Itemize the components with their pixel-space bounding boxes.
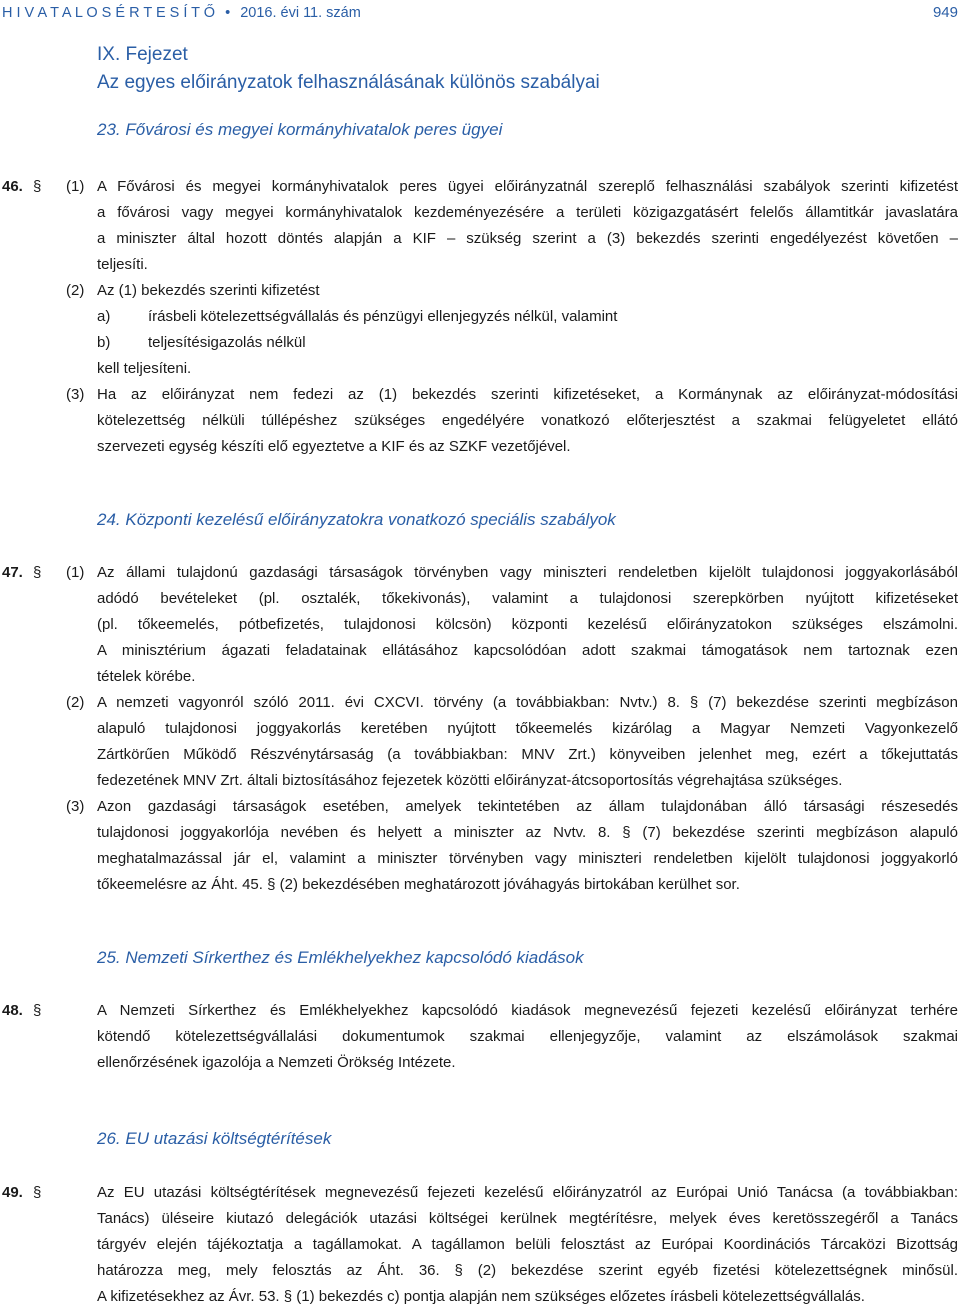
point-text: teljesítésigazolás nélkül: [148, 334, 306, 351]
text-line: fedezetének MNV Zrt. általi biztosításához fejezetek közötti előirányzat-átcsoportosítás végrehajtása szükséges.: [97, 772, 843, 789]
text-line: tárgyév elején tájékoztatja a tagállamokat. A tagállamon belüli felosztást az Európai Koordinációs Tárcaközi Bizottság: [97, 1236, 958, 1253]
text-line: Azon gazdasági társaságok esetében, amelyek tekintetében az állam tulajdonában álló társasági részesedés: [97, 798, 958, 815]
section-title-26: 26. EU utazási költségtérítések: [97, 1129, 332, 1148]
text-line: (pl. tőkeemelés, pótbefizetés, tulajdonosi kölcsön) központi kezelésű előirányzatokon szükséges elszámolni.: [97, 616, 958, 633]
section-sign: §: [33, 564, 42, 581]
text-line: Az állami tulajdonú gazdasági társaságok törvényben vagy miniszteri rendeletben kijelölt tulajdonosi joggyakorlásából: [97, 564, 958, 581]
text-line: a fővárosi vagy megyei kormányhivatalok kezdeményezésére a területi közigazgatásért felelős államtitkár javaslatára: [97, 204, 958, 221]
text-line: teljesíti.: [97, 256, 148, 273]
text-line: tőkeemelésre az Áht. 45. § (2) bekezdésében meghatározott jóváhagyás birtokában kerülhet sor.: [97, 876, 740, 893]
text-line: Zártkörűen Működő Részvénytársaság (a továbbiakban: MNV Zrt.) könyveiben jelenhet meg, ezért a tőkejuttatás: [97, 746, 958, 763]
text-line: A minisztérium ágazati feladatainak ellátásához kapcsolódóan adott szakmai támogatások nem tartoznak ezen: [97, 642, 958, 659]
section-sign: §: [33, 178, 42, 195]
page-header: [0, 0, 960, 28]
text-line: Az (1) bekezdés szerinti kifizetést: [97, 282, 320, 299]
paragraph-47: [0, 560, 960, 898]
text-line: kell teljesíteni.: [97, 360, 192, 377]
section-title-25: 25. Nemzeti Sírkerthez és Emlékhelyekhez kapcsolódó kiadások: [97, 948, 584, 967]
text-line: adódó bevételeket (pl. osztalék, tőkekivonás), valamint a tulajdonosi szerepkörben nyújtott kifizetéseket: [97, 590, 958, 607]
point-letter: b): [97, 334, 111, 351]
section-title-24: 24. Központi kezelésű előirányzatokra vonatkozó speciális szabályok: [97, 510, 616, 529]
subsection-number: (1): [66, 178, 85, 195]
subsection-number: (3): [66, 386, 85, 403]
text-line: tulajdonosi joggyakorlója nevében és helyett a miniszter az Nvtv. 8. § (7) bekezdése szerinti megbízáson alapuló: [97, 824, 958, 841]
section-title-23: 23. Fővárosi és megyei kormányhivatalok peres ügyei: [97, 120, 503, 139]
subsection-number: (3): [66, 798, 85, 815]
subsection-number: (2): [66, 694, 85, 711]
text-line: tételek körébe.: [97, 668, 196, 685]
running-head: [2, 5, 361, 21]
section-sign: §: [33, 1002, 42, 1019]
paragraph-number: 46.: [2, 178, 23, 195]
text-line: alapuló tulajdonosi joggyakorlás keretében nyújtott tőkeemelés kizárólag a Magyar Nemzeti Vagyonkezelő: [97, 720, 958, 737]
subsection-number: (2): [66, 282, 85, 299]
paragraph-49: [0, 1180, 960, 1310]
text-line: határozza meg, mely felosztás az Áht. 36. § (2) bekezdése szerint egyéb fizetési kötelezettségnek minősül.: [97, 1262, 958, 1279]
paragraph-number: 48.: [2, 1002, 23, 1019]
chapter-number: IX. Fejezet: [97, 44, 188, 65]
section-sign: §: [33, 1184, 42, 1201]
text-line: A Fővárosi és megyei kormányhivatalok peres ügyei előirányzatnál szereplő felhasználási szabályok szerinti kifizetést: [97, 178, 958, 195]
text-line: Tanács) üléseire kiutazó delegációk utazási költségei kerülnek megtérítésre, melyek éves keretösszegéről a Tanács: [97, 1210, 958, 1227]
text-line: A nemzeti vagyonról szóló 2011. évi CXCVI. törvény (a továbbiakban: Nvtv.) 8. § (7) bekezdése szerinti megbízáson: [97, 694, 958, 711]
text-line: a miniszter által hozott döntés alapján a KIF – szükség szerint a (3) bekezdés szerinti engedélyezést követően –: [97, 230, 958, 247]
header-bullet: •: [225, 5, 231, 21]
chapter-title: Az egyes előirányzatok felhasználásának különös szabályai: [97, 72, 600, 93]
point-letter: a): [97, 308, 111, 325]
issue-label: 2016. évi 11. szám: [240, 5, 361, 21]
chapter-heading: [97, 41, 600, 97]
text-line: meghatalmazással jár el, valamint a miniszter törvényben vagy miniszteri rendeletben kijelölt tulajdonosi joggyakorló: [97, 850, 958, 867]
journal-name: H I V A T A L O S É R T E S Í T Ő: [2, 5, 216, 21]
text-line: kötendő kötelezettségvállalási dokumentumok szakmai ellenjegyzője, valamint az elszámolások szakmai: [97, 1028, 958, 1045]
text-line: Az EU utazási költségtérítések megnevezésű fejezeti kezelésű előirányzatról az Európai Unió Tanácsa (a továbbiakban:: [97, 1184, 958, 1201]
paragraph-number: 49.: [2, 1184, 23, 1201]
paragraph-number: 47.: [2, 564, 23, 581]
point-text: írásbeli kötelezettségvállalás és pénzügyi ellenjegyzés nélkül, valamint: [148, 308, 618, 325]
text-line: A Nemzeti Sírkerthez és Emlékhelyekhez kapcsolódó kiadások megnevezésű fejezeti kezelésű előirányzat terhére: [97, 1002, 958, 1019]
text-line: kötelezettség nélküli túllépéshez szükséges engedélyére vonatkozó előterjesztést a szakmai felügyeletet ellátó: [97, 412, 958, 429]
text-line: Ha az előirányzat nem fedezi az (1) bekezdés szerinti kifizetéseket, a Kormánynak az előirányzat-módosítási: [97, 386, 958, 403]
subsection-number: (1): [66, 564, 85, 581]
text-line: A kifizetésekhez az Ávr. 53. § (1) bekezdés c) pontja alapján nem szükséges előzetes írásbeli kötelezettségvállalás.: [97, 1288, 865, 1305]
text-line: ellenőrzésének igazolója a Nemzeti Örökség Intézete.: [97, 1054, 456, 1071]
page-number: 949: [932, 4, 958, 21]
paragraph-48: [0, 998, 960, 1076]
paragraph-46: [0, 174, 960, 460]
text-line: szervezeti egység készíti elő egyeztetve a KIF és az SZKF vezetőjével.: [97, 438, 571, 455]
